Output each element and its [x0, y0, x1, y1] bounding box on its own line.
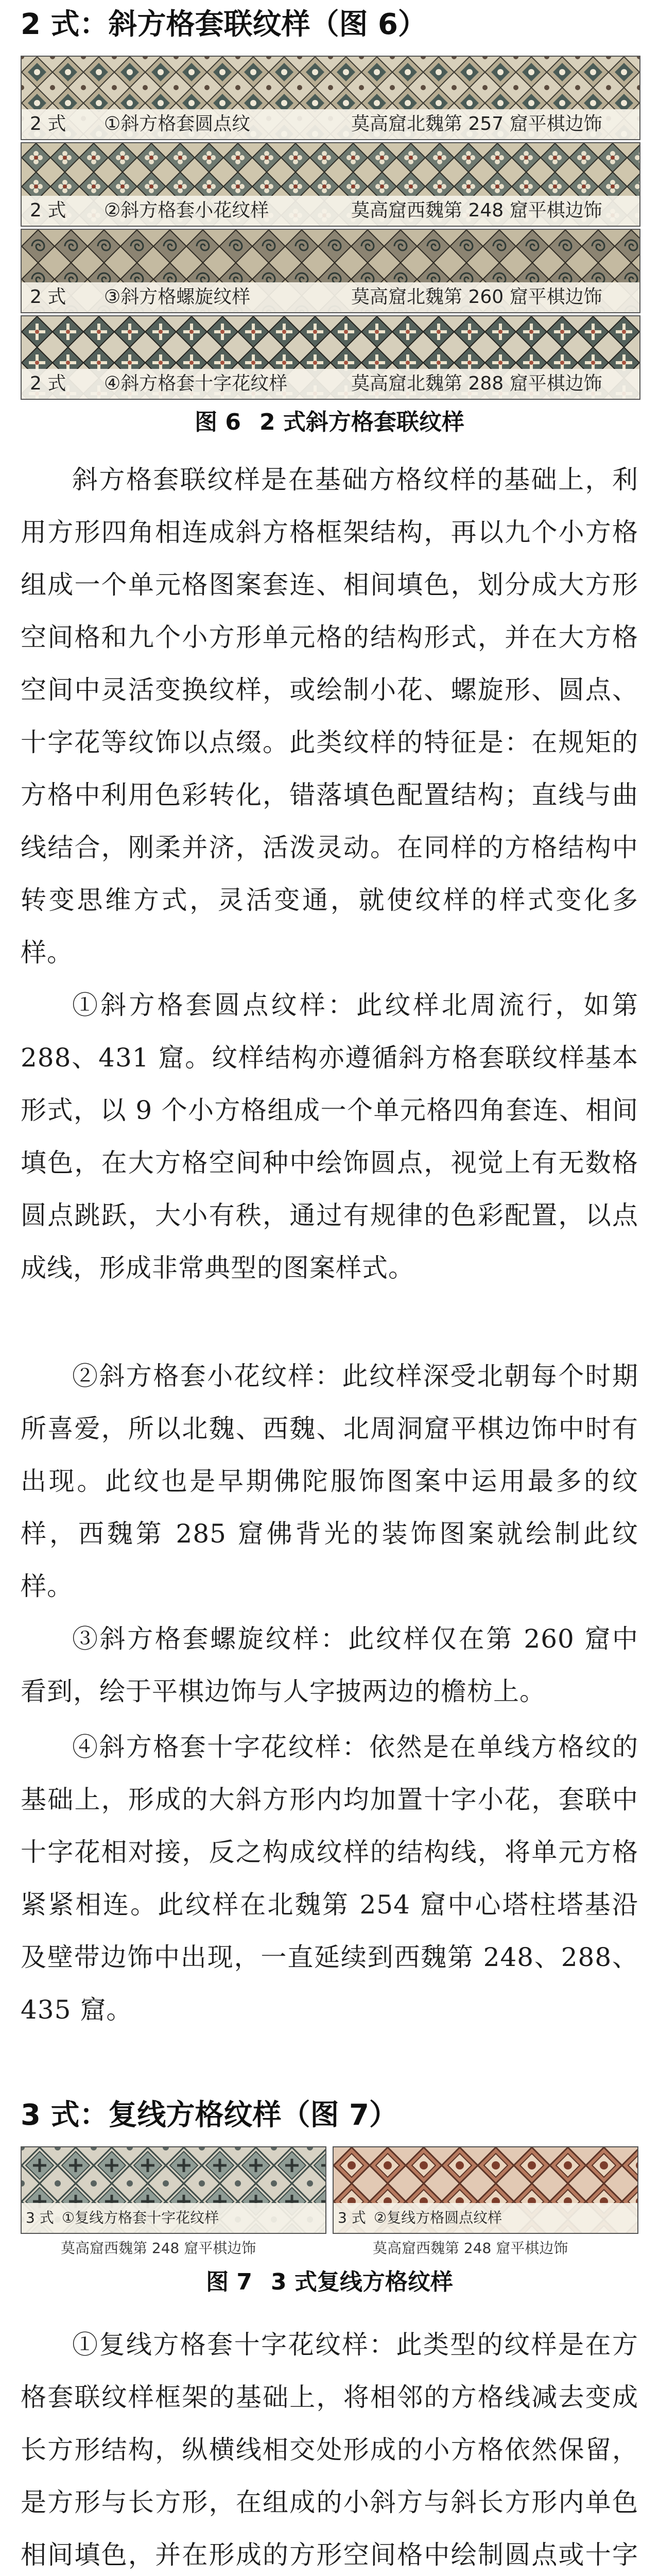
figure-6-panel-3 — [21, 229, 640, 313]
figure-6-panel-1 — [21, 56, 640, 140]
panel-type: 3 式 — [338, 2209, 366, 2226]
panel-name: ②斜方格套小花纹样 — [104, 200, 269, 221]
panel-type: 2 式 — [30, 373, 66, 394]
paragraph: ④斜方格套十字花纹样：依然是在单线方格纹的基础上，形成的大斜方形内均加置十字小花，套联中十字花相对接，反之构成纹样的结构线，将单元方格紧紧相连。此纹样在北魏第 254 窟中心塔柱塔基沿及壁带边饰中出现，一直延续到西魏第 248、288、435 窟。 — [21, 1732, 638, 2025]
panel-source: 莫高窟北魏第 260 窟平棋边饰 — [351, 286, 602, 308]
panel-label — [22, 369, 639, 399]
section-3-heading: 3 式：复线方格纹样（图 7） — [21, 2098, 398, 2132]
figure-7 — [21, 2146, 638, 2234]
figure-7-caption — [0, 2267, 659, 2298]
panel-name: ③斜方格螺旋纹样 — [104, 286, 251, 308]
panel-label — [334, 2203, 637, 2233]
figure-7-title: 3 式复线方格纹样 — [271, 2269, 453, 2295]
paragraph: 斜方格套联纹样是在基础方格纹样的基础上，利用方形四角相连成斜方格框架结构，再以九个小方格组成一个单元格图案套连、相间填色，划分成大方形空间格和九个小方形单元格的结构形式，并在大方格空间中灵活变换纹样，或绘制小花、螺旋形、圆点、十字花等纹饰以点缀。此类纹样的特征是：在规矩的方格中利用色彩转化，错落填色配置结构；直线与曲线结合，刚柔并济，活泼灵动。在同样的方格结构中转变思维方式，灵活变通，就使纹样的样式变化多样。 — [21, 465, 638, 968]
figure-6-caption — [0, 407, 659, 438]
paragraph: ②斜方格套小花纹样：此纹样深受北朝每个时期所喜爱，所以北魏、西魏、北周洞窟平棋边饰中时有出现。此纹也是早期佛陀服饰图案中运用最多的纹样，西魏第 285 窟佛背光的装饰图案就绘制此纹样。 — [21, 1361, 638, 1601]
panel-label — [22, 2203, 325, 2233]
panel-label — [22, 196, 639, 226]
panel-label — [22, 109, 639, 139]
figure-6-number: 图 6 — [195, 409, 241, 435]
panel-source: 莫高窟西魏第 248 窟平棋边饰 — [61, 2240, 256, 2257]
paragraph: ③斜方格套螺旋纹样：此纹样仅在第 260 窟中看到，绘于平棋边饰与人字披两边的檐枋上。 — [21, 1624, 638, 1706]
paragraph: ①斜方格套圆点纹样：此纹样北周流行，如第 288、431 窟。纹样结构亦遵循斜方格套联纹样基本形式，以 9 个小方格组成一个单元格四角套连、相间填色，在大方格空间种中绘饰圆点，视觉上有无数格圆点跳跃，大小有秩，通过有规律的色彩配置，以点成线，形成非常典型的图案样式。 — [21, 990, 638, 1283]
panel-type: 3 式 — [26, 2209, 54, 2226]
figure-6-title: 2 式斜方格套联纹样 — [259, 409, 464, 435]
figure-7-number: 图 7 — [206, 2269, 252, 2295]
panel-type: 2 式 — [30, 113, 66, 134]
panel-type: 2 式 — [30, 286, 66, 308]
panel-source: 莫高窟西魏第 248 窟平棋边饰 — [351, 200, 602, 221]
panel-label — [22, 282, 639, 312]
figure-7-panel-2 — [333, 2146, 638, 2234]
figure-6-panel-4 — [21, 315, 640, 400]
panel-source: 莫高窟西魏第 248 窟平棋边饰 — [373, 2240, 568, 2257]
figure-6-panel-2 — [21, 142, 640, 227]
panel-name: ①复线方格套十字花纹样 — [62, 2209, 219, 2226]
panel-source: 莫高窟北魏第 288 窟平棋边饰 — [351, 373, 602, 394]
panel-name: ④斜方格套十字花纹样 — [104, 373, 288, 394]
panel-name: ①斜方格套圆点纹 — [104, 113, 251, 134]
figure-7-panel-1 — [21, 2146, 326, 2234]
section-2-heading: 2 式：斜方格套联纹样（图 6） — [21, 8, 427, 41]
figure-7-sources — [21, 2237, 638, 2258]
panel-name: ②复线方格圆点纹样 — [374, 2209, 502, 2226]
paragraph: ①复线方格套十字花纹样：此类型的纹样是在方格套联纹样框架的基础上，将相邻的方格线减去变成长方形结构，纵横线相交处形成的小方格依然保留，是方形与长方形，在组成的小斜方与斜长方形内单色相间填色，并在形成的方形空间格中绘制圆点或十字 — [21, 2330, 638, 2570]
panel-type: 2 式 — [30, 200, 66, 221]
panel-source: 莫高窟北魏第 257 窟平棋边饰 — [351, 113, 602, 134]
